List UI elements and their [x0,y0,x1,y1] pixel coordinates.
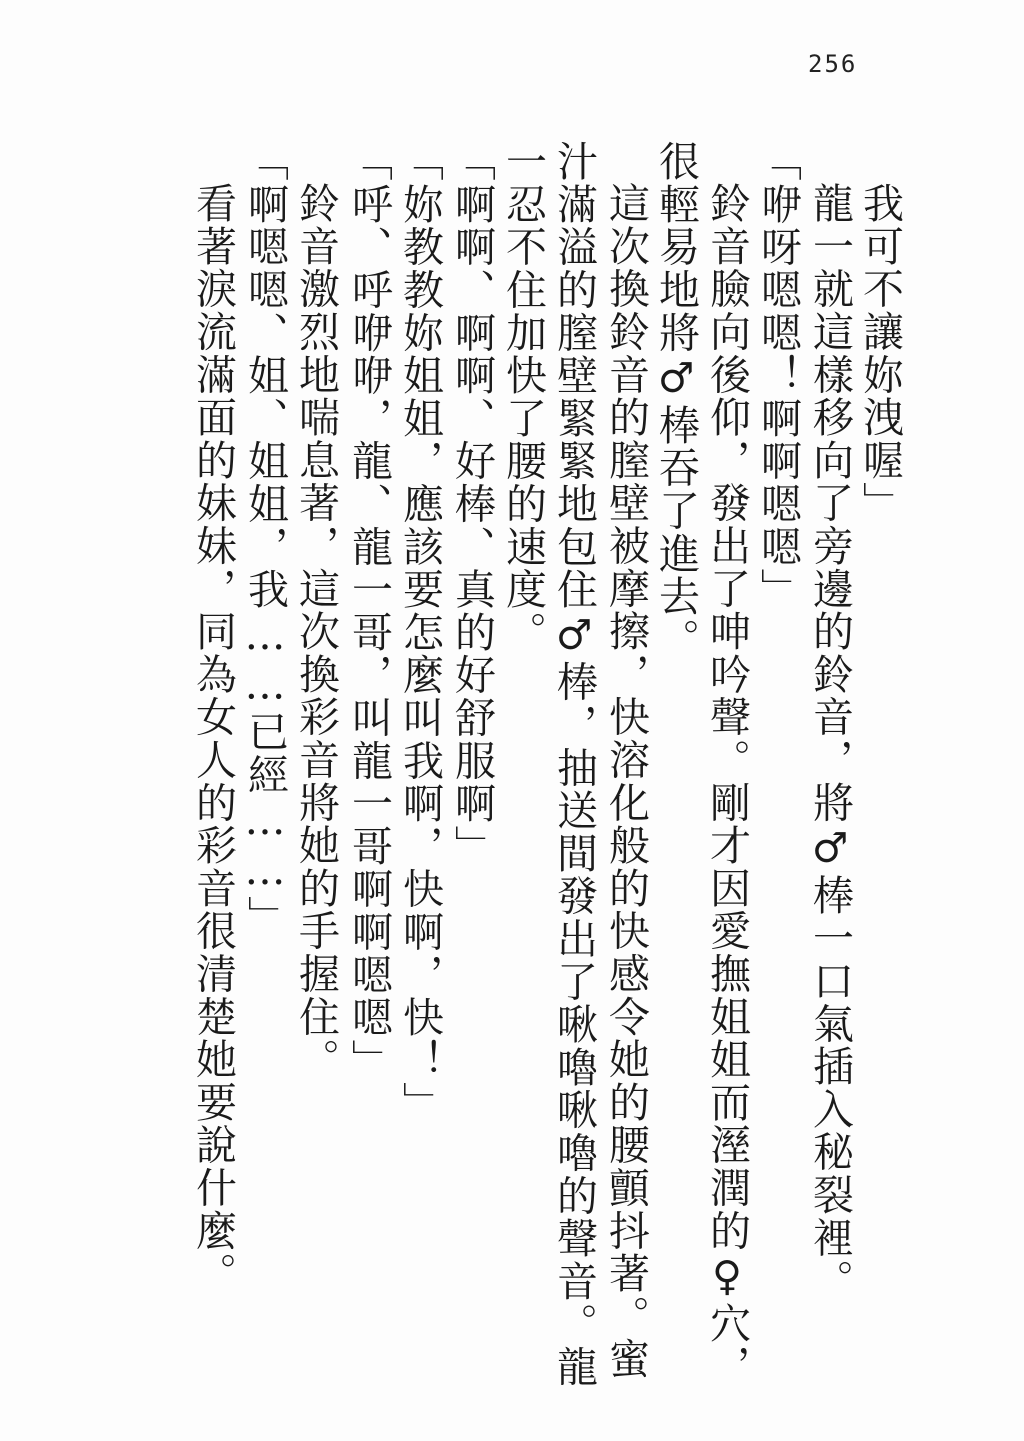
text-column: 一忍不住加快了腰的速度。 [499,140,547,654]
text-column: 汁滿溢的膣壁緊緊地包住♂棒，抽送間發出了啾嚕啾嚕的聲音。龍 [550,140,598,1389]
text-column: 我可不讓妳洩喔」 [856,182,904,525]
text-column: 龍一就這樣移向了旁邊的鈴音，將♂棒一口氣插入秘裂裡。 [806,182,854,1302]
text-column: 「啊嗯嗯、姐、姐姐，我……已經……」 [241,140,289,939]
text-column: 鈴音激烈地喘息著，這次換彩音將她的手握住。 [292,182,340,1081]
page-number: 256 [808,50,858,78]
text-column: 「呼、呼咿咿，龍、龍一哥，叫龍一哥啊啊嗯嗯」 [345,140,393,1082]
text-column: 很輕易地將♂棒吞了進去。 [652,140,700,661]
text-column: 這次換鈴音的膣壁被摩擦，快溶化般的快感令她的腰顫抖著。蜜 [602,182,650,1381]
text-column: 「咿呀嗯嗯！啊啊嗯嗯」 [754,140,802,611]
text-column: 「啊啊、啊啊、好棒、真的好舒服啊」 [448,140,496,868]
text-column: 「妳教教妳姐姐，應該要怎麼叫我啊，快啊，快！」 [396,140,444,1125]
text-column: 鈴音臉向後仰，發出了呻吟聲。剛才因愛撫姐姐而溼潤的♀穴， [703,182,751,1388]
text-column: 看著淚流滿面的妹妹，同為女人的彩音很清楚她要說什麼。 [189,182,237,1295]
